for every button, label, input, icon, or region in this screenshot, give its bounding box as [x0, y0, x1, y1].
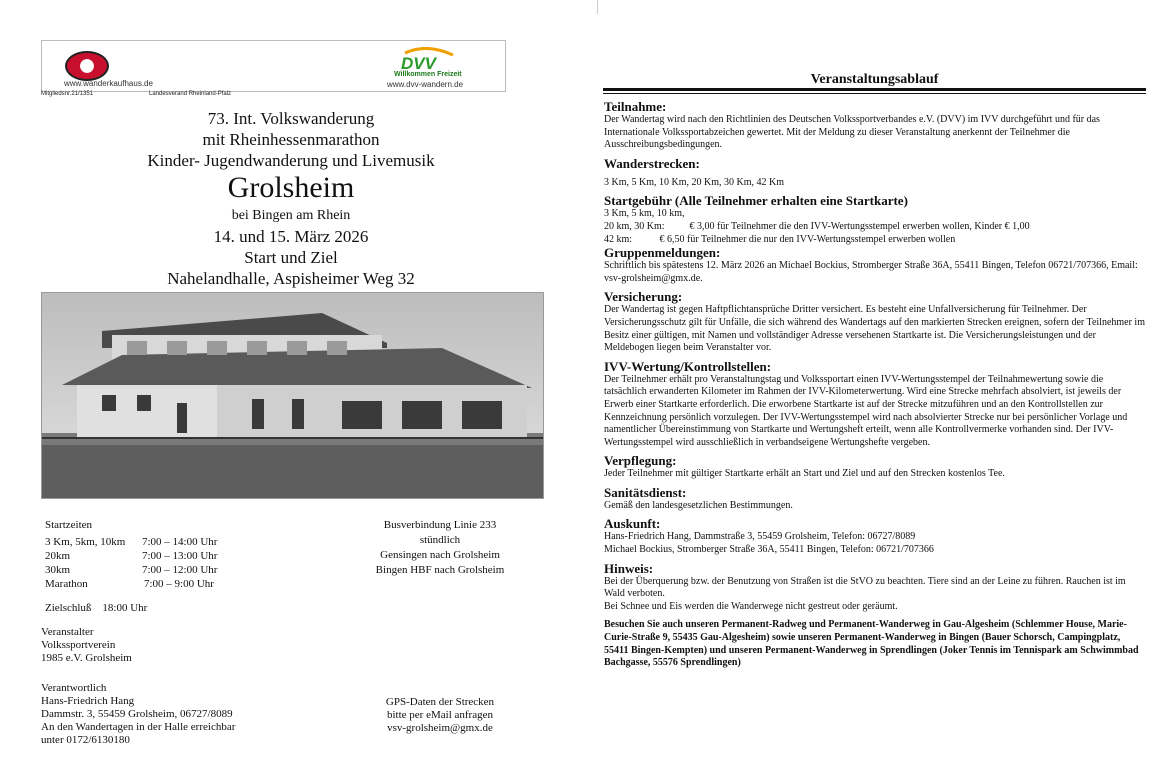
section-versicherung	[604, 290, 1146, 354]
section-auskunft	[604, 517, 1146, 556]
gps-email[interactable]: vsv-grolsheim@gmx.de	[387, 722, 493, 734]
time-cell: 7:00 – 12:00 Uhr	[142, 564, 218, 576]
section-heading: IVV-Wertung/Kontrollstellen:	[604, 358, 772, 374]
section-text: Der Wandertag wird nach den Richtlinien des Deutschen Volkssportverbandes e.V. (DVV) im IVV durchgeführt und für das Internationale Volkssportabzeichen gewertet. Mit der Meldung zu dieser Veranstaltung anerkennt der Teilnehmer die Ausschreibungsbedingungen.	[604, 114, 1100, 151]
section-teilnahme	[604, 100, 1146, 152]
section-heading: Gruppenmeldungen:	[604, 245, 721, 261]
section-text: Jeder Teilnehmer mit gültiger Startkarte erhält an Start und Ziel und auf den Strecken kostenlos Tee.	[604, 468, 1005, 480]
gps-block	[340, 696, 540, 735]
bus-line3: Gensingen nach Grolsheim	[380, 549, 500, 561]
section-heading: Startgebühr (Alle Teilnehmer erhalten eine Startkarte)	[604, 193, 908, 209]
section-text: Der Wandertag ist gegen Haftpflichtansprüche Dritter versichert. Es besteht eine Unfallversicherung für Teilnehmer. Der Versicherungsschutz gilt für Unfälle, die sich während des Wandertags auf den markierten Strecken ereignen, sofern der Teilnehmer im Besitz einer gültigen, mit Namen und vollständiger Adresse versehenen Startkarte ist. Die Versicherungsleistungen und der Meldebogen liegen beim Veranstalter vor.	[604, 304, 1145, 354]
section-heading: Wanderstrecken:	[604, 155, 700, 171]
bus-line2: stündlich	[419, 534, 461, 546]
veranstalter-l1: Veranstalter	[41, 626, 94, 638]
member-number: Mitgliedsnr.21/1351	[41, 91, 94, 97]
startzeiten-heading: Startzeiten	[45, 519, 93, 531]
section-hinweis	[604, 562, 1146, 614]
route-cell: 20km	[45, 550, 71, 562]
veranstalter-block	[41, 626, 132, 665]
section-ivv-wertung	[604, 360, 1146, 450]
bus-info	[340, 518, 540, 578]
section-gruppenmeldungen	[604, 246, 1146, 285]
section-closing	[604, 619, 1146, 669]
wanderkaufhaus-url: www.wanderkaufhaus.de	[64, 79, 153, 88]
table-row	[45, 577, 217, 591]
title-line3: Kinder- Jugendwanderung und Livemusik	[147, 151, 435, 170]
bus-line1: Busverbindung Linie 233	[383, 519, 497, 531]
wanderkaufhaus-logo	[65, 51, 109, 81]
title-line2: mit Rheinhessenmarathon	[202, 130, 380, 149]
section-text: 3 Km, 5 Km, 10 Km, 20 Km, 30 Km, 42 Km	[604, 176, 784, 188]
section-text: Hans-Friedrich Hang, Dammstraße 3, 55459 Grolsheim, Telefon: 06727/8089	[604, 531, 916, 543]
svg-text:DVV: DVV	[401, 54, 436, 71]
verantwortlich-l5: unter 0172/6130180	[41, 734, 130, 746]
logo-banner	[41, 40, 506, 92]
route-cell: 30km	[45, 564, 71, 576]
verantwortlich-l4: An den Wandertagen in der Halle erreichbar	[41, 721, 236, 733]
dvv-url: www.dvv-wandern.de	[387, 80, 464, 89]
dvv-slogan: Willkommen Freizeit	[394, 71, 462, 78]
ablauf-title: Veranstaltungsablauf	[810, 72, 939, 87]
table-row	[45, 549, 217, 563]
table-row	[45, 535, 217, 549]
section-startgebuehr	[604, 194, 1146, 246]
section-text: 20 km, 30 Km: € 3,00 für Teilnehmer die den IVV-Wertungsstempel erwerben wollen, Kinder € 1,00	[604, 220, 1030, 232]
section-heading: Versicherung:	[604, 289, 683, 305]
title-line1: 73. Int. Volkswanderung	[207, 109, 375, 128]
section-text: Schriftlich bis spätestens 12. März 2026 an Michael Bockius, Stromberger Straße 36A, 55411 Bingen, Telefon 06721/707366, Email: vsv-grolsheim@gmx.de.	[604, 260, 1138, 284]
association: Landesverand Rheinland-Pfalz	[149, 91, 232, 97]
gps-l1: GPS-Daten der Strecken	[385, 696, 495, 708]
verantwortlich-block	[41, 682, 235, 747]
verantwortlich-l3: Dammstr. 3, 55459 Grolsheim, 06727/8089	[41, 708, 233, 720]
veranstalter-l3: 1985 e.V. Grolsheim	[41, 652, 132, 664]
section-heading: Auskunft:	[604, 516, 661, 532]
table-row	[45, 563, 217, 577]
event-titles	[41, 108, 541, 289]
section-heading: Sanitätsdienst:	[604, 484, 687, 500]
venue: Nahelandhalle, Aspisheimer Weg 32	[167, 269, 415, 288]
title-rule	[603, 88, 1146, 91]
gps-l2: bitte per eMail anfragen	[387, 709, 493, 721]
section-text: Gemäß den landesgesetzlichen Bestimmungen.	[604, 499, 793, 511]
dvv-logo	[397, 47, 457, 71]
event-dates: 14. und 15. März 2026	[213, 227, 369, 246]
hall-photo	[41, 292, 544, 499]
ablauf-content	[604, 100, 1146, 670]
town-name: Grolsheim	[227, 171, 355, 204]
route-cell: Marathon	[45, 578, 88, 590]
section-verpflegung	[604, 454, 1146, 481]
hall-illustration	[42, 293, 543, 498]
route-cell: 3 Km, 5km, 10km	[45, 536, 126, 548]
section-text: Bei Schnee und Eis werden die Wanderwege nicht gestreut oder geräumt.	[604, 600, 898, 612]
startzeiten-table	[45, 535, 217, 591]
section-text: Der Teilnehmer erhält pro Veranstaltungstag und Volkssportart einen IVV-Wertungsstempel der Teilnahmewertung sowie die tatsächlich erwanderten Kilometer im Rahmen der IVV-Kilometerwertung. Wird eine Strecke mehrfach absolviert, ist jeweils der Erwerb einer Startkarte erforderlich. Die erworbene Startkarte ist auf der Strecke mitzuführen und an den Kontrollstellen zur Kennzeichnung persönlich vorzulegen. Der IVV-Wertungsstempel wird nach absolvierter Strecke nur bei persönlicher Vorlage und namentlicher Übereinstimmung von Startkarte und Wertungsheft erteilt, wenn alle Kontrollvermerke vorhanden sind. Der IVV-Wertungsstempel wird ausschließlich in verbandseigene Wertungshefte vergeben.	[604, 373, 1128, 448]
section-wanderstrecken	[604, 157, 1146, 190]
section-text: 3 Km, 5 km, 10 km,	[604, 208, 685, 220]
section-text: Michael Bockius, Stromberger Straße 36A, 55411 Bingen, Telefon: 06721/707366	[604, 544, 934, 556]
closing-text: Besuchen Sie auch unseren Permanent-Radweg und Permanent-Wanderweg in Gau-Algesheim (Schlemmer House, Marie-Curie-Straße 9, 55435 Gau-Algesheim) sowie unseren Permanent-Wanderweg in Bingen (Bauer Schorsch, Campingplatz, 55411 Bingen-Kempten) und unseren Permanent-Wanderweg in Sprendlingen (Joker Tennis im Tennispark am Schwimmbad Bachgasse, 55576 Sprendlingen)	[604, 619, 1139, 669]
time-cell: 7:00 – 14:00 Uhr	[142, 536, 218, 548]
section-text: Bei der Überquerung bzw. der Benutzung von Straßen ist die StVO zu beachten. Tiere sind an der Leine zu führen. Rauchen ist im Wald verboten.	[604, 575, 1126, 600]
section-heading: Verpflegung:	[604, 453, 677, 469]
time-cell: 7:00 – 9:00 Uhr	[144, 578, 214, 590]
veranstalter-l2: Volkssportverein	[41, 639, 116, 651]
section-sanitaetsdienst	[604, 486, 1146, 513]
title-rule-thin	[603, 93, 1146, 94]
start-label: Start und Ziel	[244, 248, 338, 267]
town-sub: bei Bingen am Rhein	[231, 208, 351, 223]
bus-line4: Bingen HBF nach Grolsheim	[375, 564, 505, 576]
page-divider	[597, 0, 598, 14]
section-text: 42 km: € 6,50 für Teilnehmer die nur den IVV-Wertungsstempel erwerben wollen	[604, 233, 956, 245]
section-heading: Hinweis:	[604, 560, 654, 576]
time-cell: 7:00 – 13:00 Uhr	[142, 550, 218, 562]
zielschluss: Zielschluß 18:00 Uhr	[45, 602, 148, 614]
verantwortlich-l2: Hans-Friedrich Hang	[41, 695, 135, 707]
section-heading: Teilnahme:	[604, 99, 667, 114]
startzeiten-block	[45, 518, 217, 615]
verantwortlich-l1: Verantwortlich	[41, 682, 107, 694]
